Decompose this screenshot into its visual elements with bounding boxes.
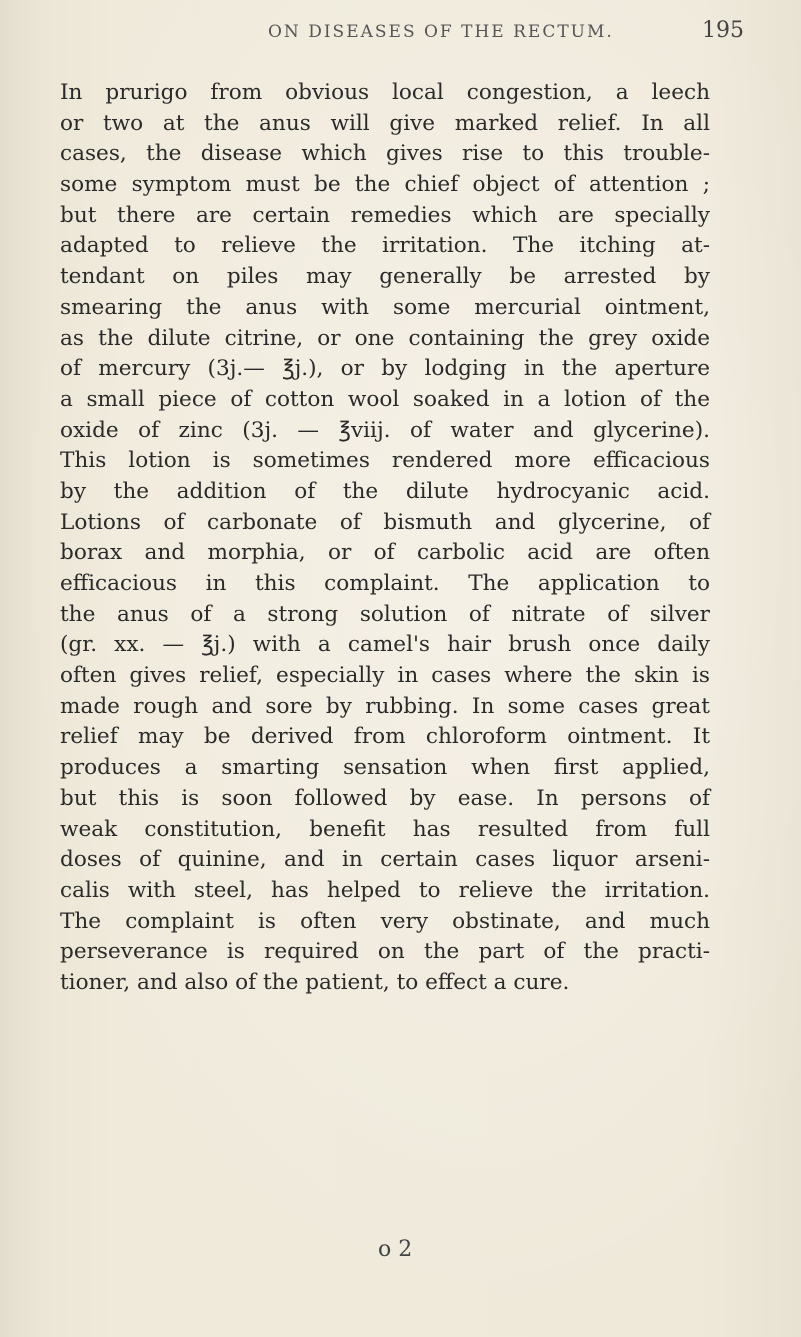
text-line: oxide of zinc (3j. — ℥viij. of water and glycerine). xyxy=(60,417,710,443)
text-line: some symptom must be the chief object of attention ; xyxy=(60,172,710,198)
text-line: of mercury (3j.— ℥j.), or by lodging in the aperture xyxy=(60,356,710,382)
text-line: a small piece of cotton wool soaked in a lotion of the xyxy=(60,386,710,412)
text-line: This lotion is sometimes rendered more efficacious xyxy=(60,448,710,474)
text-line: smearing the anus with some mercurial ointment, xyxy=(60,294,710,320)
text-line: but this is soon followed by ease. In persons of xyxy=(60,785,710,811)
text-line: efficacious in this complaint. The application to xyxy=(60,571,710,596)
text-line: In prurigo from obvious local congestion, a leech xyxy=(60,80,710,105)
text-line: tioner, and also of the patient, to effect a cure. xyxy=(60,969,570,995)
text-line: cases, the disease which gives rise to this trouble- xyxy=(60,141,710,167)
signature-mark: o 2 xyxy=(378,1237,413,1262)
text-line: borax and morphia, or of carbolic acid are often xyxy=(60,540,710,566)
text-line: but there are certain remedies which are specially xyxy=(60,202,710,228)
text-line: The complaint is often very obstinate, and much xyxy=(60,908,710,934)
text-line: tendant on piles may generally be arrested by xyxy=(60,264,710,290)
page-header xyxy=(0,16,801,52)
text-line: doses of quinine, and in certain cases liquor arseni- xyxy=(60,847,710,873)
text-line: or two at the anus will give marked relief. In all xyxy=(60,110,710,136)
text-line: adapted to relieve the irritation. The itching at- xyxy=(60,233,710,259)
text-line: perseverance is required on the part of the practi- xyxy=(60,939,710,965)
page-number: 195 xyxy=(702,18,744,43)
running-head: ON DISEASES OF THE RECTUM. xyxy=(268,22,614,42)
text-line: relief may be derived from chloroform ointment. It xyxy=(60,724,710,750)
text-line: calis with steel, has helped to relieve the irritation. xyxy=(60,877,710,903)
text-line: Lotions of carbonate of bismuth and glycerine, of xyxy=(60,509,710,535)
text-line: the anus of a strong solution of nitrate of silver xyxy=(60,601,710,627)
text-line: weak constitution, benefit has resulted from full xyxy=(60,816,710,842)
text-line: often gives relief, especially in cases where the skin is xyxy=(60,663,710,689)
text-line: by the addition of the dilute hydrocyanic acid. xyxy=(60,478,710,504)
text-line: produces a smarting sensation when first applied, xyxy=(60,755,710,781)
text-line: (gr. xx. — ℥j.) with a camel's hair brush once daily xyxy=(60,632,710,658)
body-text xyxy=(60,78,710,999)
text-line: made rough and sore by rubbing. In some cases great xyxy=(60,693,710,719)
text-line: as the dilute citrine, or one containing the grey oxide xyxy=(60,325,710,351)
